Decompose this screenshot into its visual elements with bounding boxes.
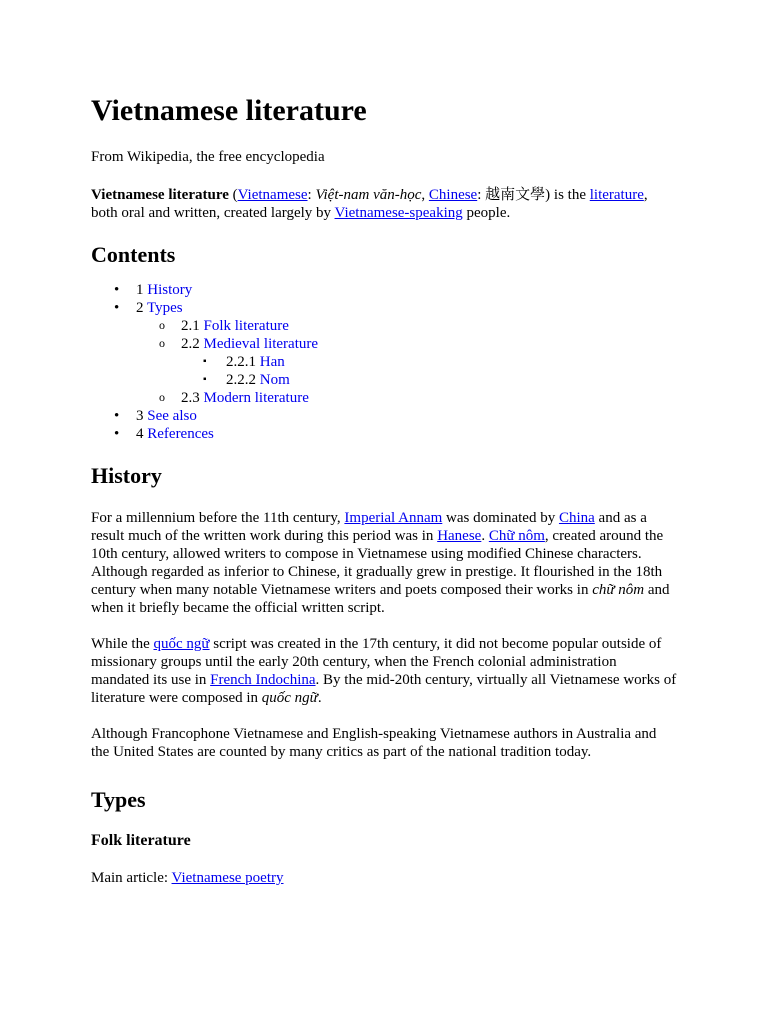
toc-link-see-also[interactable] <box>144 408 197 424</box>
toc-item-history[interactable] <box>91 281 678 299</box>
link-chinese[interactable]: Chinese <box>428 187 478 203</box>
link-china[interactable]: China <box>558 510 595 526</box>
toc-label: See also <box>147 408 197 424</box>
toc-number: 4 <box>136 426 144 442</box>
lead-text: , both oral and written, created largely by <box>91 187 648 221</box>
lead-viet-name: Việt-nam văn-học <box>315 187 422 203</box>
lead-text: ) is the <box>545 187 590 203</box>
body-text: . <box>481 528 489 544</box>
toc-item-modern-literature[interactable] <box>136 389 678 407</box>
toc-item-references[interactable] <box>91 425 678 443</box>
toc-item-see-also[interactable] <box>91 407 678 425</box>
body-text: and as a result much of the written work during this period was in <box>91 510 647 544</box>
link-literature[interactable]: literature <box>589 187 644 203</box>
types-heading: Types <box>91 787 146 812</box>
toc-item-types[interactable] <box>91 299 678 407</box>
page-title: Vietnamese literature <box>91 94 367 127</box>
link-chu-nom[interactable]: Chữ nôm <box>488 528 545 544</box>
toc-number: 2.2.1 <box>226 354 256 370</box>
table-of-contents <box>91 281 678 443</box>
toc-item-han[interactable] <box>181 353 678 371</box>
body-text: , created around the 10th century, allowed writers to compose in Vietnamese using modified Chinese characters. Although regarded as inferior to Chinese, it gradually grew in prestige. It flourished in the 18th century when many notable Vietnamese writers and poets composed their works in <box>91 528 664 598</box>
toc-link-types[interactable] <box>144 300 183 316</box>
emphasis-quoc-ngu: quốc ngữ <box>261 690 318 706</box>
history-paragraph-1 <box>91 509 678 617</box>
lead-text: , <box>421 187 429 203</box>
toc-number: 1 <box>136 282 144 298</box>
history-heading: History <box>91 463 162 488</box>
link-vietnamese[interactable]: Vietnamese <box>237 187 308 203</box>
body-text: . By the mid-20th century, virtually all Vietnamese works of literature were composed in <box>91 672 677 706</box>
toc-link-medieval-literature[interactable] <box>200 336 318 352</box>
link-imperial-annam[interactable]: Imperial Annam <box>344 510 443 526</box>
toc-sublist-medieval <box>181 353 678 389</box>
toc-label: Medieval literature <box>203 336 319 352</box>
history-paragraph-3: Although Francophone Vietnamese and English-speaking Vietnamese authors in Australia and the United States are counted by many critics as part of the national tradition today. <box>91 726 657 760</box>
link-hanese[interactable]: Hanese <box>437 528 482 544</box>
toc-sublist-types <box>136 317 678 407</box>
main-article-note <box>91 869 678 887</box>
toc-number: 2.2 <box>181 336 200 352</box>
main-article-label: Main article: <box>91 870 172 886</box>
lead-text: : <box>477 187 486 203</box>
toc-link-modern-literature[interactable] <box>200 390 309 406</box>
body-text: . <box>317 690 322 706</box>
toc-label: References <box>147 426 214 442</box>
contents-heading: Contents <box>91 242 176 267</box>
toc-label: History <box>147 282 193 298</box>
toc-link-folk-literature[interactable] <box>200 318 289 334</box>
toc-item-folk-literature[interactable] <box>136 317 678 335</box>
toc-link-references[interactable] <box>144 426 214 442</box>
folk-literature-heading: Folk literature <box>91 832 191 849</box>
toc-number: 2.1 <box>181 318 200 334</box>
toc-label: Folk literature <box>203 318 289 334</box>
link-vietnamese-speaking[interactable]: Vietnamese-speaking <box>334 205 463 221</box>
toc-item-nom[interactable] <box>181 371 678 389</box>
body-text: For a millennium before the 11th century, <box>91 510 345 526</box>
lead-text: ( <box>228 187 238 203</box>
toc-number: 2 <box>136 300 144 316</box>
body-text: and when it briefly became the official written script. <box>91 582 670 616</box>
toc-number: 2.3 <box>181 390 200 406</box>
toc-number: 2.2.2 <box>226 372 256 388</box>
lead-paragraph <box>91 186 678 222</box>
link-french-indochina[interactable]: French Indochina <box>210 672 316 688</box>
lead-bold-term: Vietnamese literature <box>91 187 229 203</box>
lead-chinese-name: 越南文學 <box>485 187 546 203</box>
page-subtitle: From Wikipedia, the free encyclopedia <box>91 149 325 165</box>
body-text: While the <box>91 636 154 652</box>
toc-link-nom[interactable] <box>256 372 290 388</box>
body-text: script was created in the 17th century, it did not become popular outside of missionary groups until the early 20th century, when the French colonial administration mandated its use in <box>91 636 662 688</box>
history-paragraph-2 <box>91 635 678 707</box>
link-vietnamese-poetry[interactable]: Vietnamese poetry <box>171 870 284 886</box>
toc-number: 3 <box>136 408 144 424</box>
toc-link-history[interactable] <box>144 282 193 298</box>
lead-text: people. <box>462 205 511 221</box>
toc-item-medieval-literature[interactable] <box>136 335 678 389</box>
emphasis-chu-nom: chữ nôm <box>592 582 645 598</box>
link-quoc-ngu[interactable]: quốc ngữ <box>153 636 210 652</box>
toc-label: Types <box>146 300 183 316</box>
body-text: was dominated by <box>442 510 559 526</box>
toc-link-han[interactable] <box>256 354 285 370</box>
toc-label: Modern literature <box>203 390 309 406</box>
lead-text: : <box>307 187 316 203</box>
toc-label: Nom <box>259 372 290 388</box>
toc-label: Han <box>259 354 285 370</box>
